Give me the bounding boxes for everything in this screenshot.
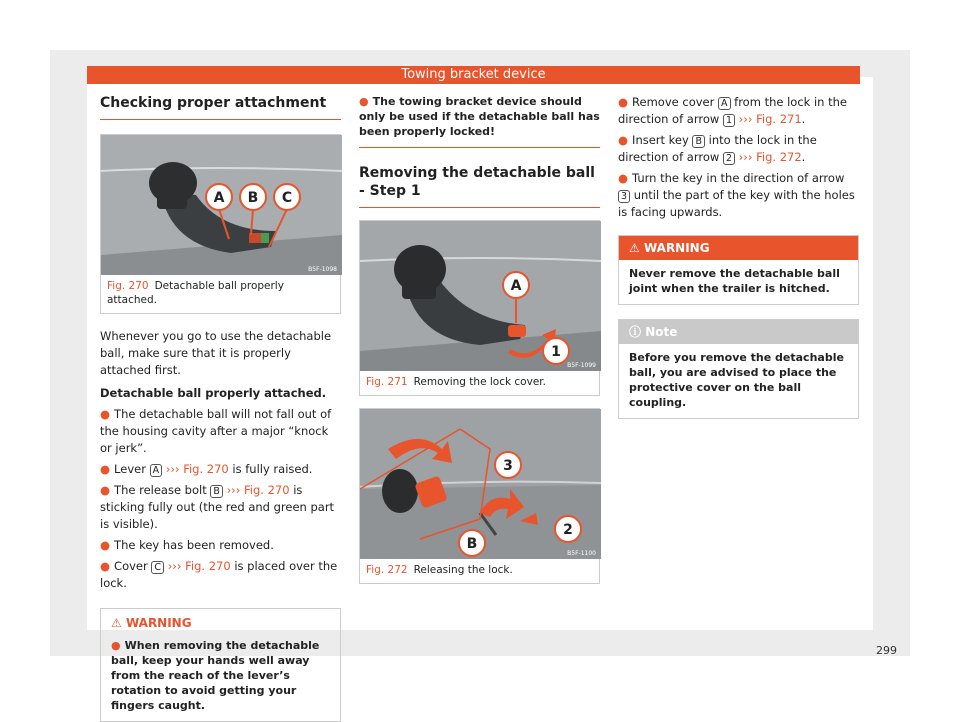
key-label: 1 bbox=[723, 114, 735, 127]
callout-label: C bbox=[281, 190, 293, 206]
figure-number: Fig. 270 bbox=[107, 280, 149, 292]
image-code: B5F-1098 bbox=[308, 266, 337, 273]
callout-label: A bbox=[510, 278, 522, 294]
figure-number: Fig. 272 bbox=[366, 564, 408, 576]
key-label: B bbox=[692, 135, 705, 148]
warning-text: Never remove the detachable ball joint when the trailer is hitched. bbox=[629, 267, 840, 295]
bullet-item: ● Lever A ››› Fig. 270 is fully raised. bbox=[100, 462, 313, 476]
bullet-item: ● Insert key B into the lock in the direction of arrow 2 ››› Fig. 272. bbox=[618, 133, 817, 164]
warning-text: ● When removing the detachable ball, keep your hands well away from the reach of the lever’s rotation to avoid getting your fingers caught. bbox=[111, 639, 320, 712]
callout-label: B bbox=[247, 190, 259, 206]
figure-link[interactable]: ››› Fig. 272 bbox=[738, 150, 802, 164]
image-code: B5F-1099 bbox=[567, 362, 596, 369]
callout-label: 2 bbox=[563, 522, 573, 538]
callout-label: 1 bbox=[551, 344, 561, 360]
bullet-item: ● Turn the key in the direction of arrow 3 until the part of the key with the holes is facing upwards. bbox=[618, 171, 855, 219]
section-heading: Checking proper attachment bbox=[100, 94, 341, 120]
figure-caption-text: Detachable ball properly attached. bbox=[107, 280, 284, 306]
warning-title: ⚠ WARNING bbox=[111, 616, 192, 630]
callout-label: A bbox=[213, 190, 225, 206]
top-bullet: ● The towing bracket device should only be used if the detachable ball has been properly locked! bbox=[359, 94, 600, 148]
figure-271 bbox=[359, 220, 600, 396]
figure-272-image bbox=[360, 409, 601, 559]
figure-caption-text: Releasing the lock. bbox=[413, 564, 513, 576]
figure-270-image bbox=[101, 135, 342, 275]
warning-box bbox=[100, 608, 341, 722]
image-code: B5F-1100 bbox=[567, 550, 596, 557]
note-header: ⓘ Note bbox=[619, 320, 858, 344]
bullet-item: ● The release bolt B ››› Fig. 270 is sticking fully out (the red and green part is visible). bbox=[100, 483, 335, 531]
column-3 bbox=[618, 94, 859, 419]
warning-icon: ⚠ bbox=[629, 241, 640, 255]
intro-paragraph: Whenever you go to use the detachable ball, make sure that it is properly attached first. bbox=[100, 329, 332, 377]
figure-272 bbox=[359, 408, 600, 584]
figure-link[interactable]: ››› Fig. 270 bbox=[167, 559, 231, 573]
bullet-item: ● The key has been removed. bbox=[100, 538, 274, 552]
section-heading: Removing the detachable ball - Step 1 bbox=[359, 164, 600, 208]
key-label: 2 bbox=[723, 152, 735, 165]
column-2 bbox=[359, 94, 600, 584]
subheading: Detachable ball properly attached. bbox=[100, 386, 327, 400]
figure-271-image bbox=[360, 221, 601, 371]
figure-link[interactable]: ››› Fig. 270 bbox=[226, 483, 290, 497]
warning-icon: ⚠ bbox=[111, 616, 122, 630]
chapter-banner: Towing bracket device bbox=[87, 66, 860, 84]
note-box bbox=[618, 319, 859, 419]
warning-box bbox=[618, 235, 859, 305]
page-number: 299 bbox=[876, 644, 897, 657]
column-1 bbox=[100, 94, 341, 722]
figure-caption bbox=[101, 275, 340, 313]
info-icon: ⓘ bbox=[629, 325, 642, 339]
key-label: A bbox=[150, 464, 163, 477]
figure-number: Fig. 271 bbox=[366, 376, 408, 388]
figure-link[interactable]: ››› Fig. 271 bbox=[738, 112, 802, 126]
callout-label: 3 bbox=[503, 458, 513, 474]
figure-caption bbox=[360, 371, 599, 395]
figure-270 bbox=[100, 134, 341, 314]
figure-caption-text: Removing the lock cover. bbox=[413, 376, 546, 388]
bullet-item: ● Remove cover A from the lock in the direction of arrow 1 ››› Fig. 271. bbox=[618, 95, 847, 126]
figure-caption bbox=[360, 559, 599, 583]
bullet-item: ● The detachable ball will not fall out of the housing cavity after a major “knock or jerk”. bbox=[100, 407, 332, 455]
figure-link[interactable]: ››› Fig. 270 bbox=[165, 462, 229, 476]
key-label: B bbox=[210, 485, 223, 498]
note-text: Before you remove the detachable ball, you are advised to place the protective cover on the ball coupling. bbox=[629, 351, 844, 409]
key-label: A bbox=[718, 97, 731, 110]
key-label: 3 bbox=[618, 190, 630, 203]
callout-label: B bbox=[466, 536, 478, 552]
warning-header: ⚠ WARNING bbox=[619, 236, 858, 260]
bullet-item: ● Cover C ››› Fig. 270 is placed over the lock. bbox=[100, 559, 338, 590]
key-label: C bbox=[151, 561, 164, 574]
